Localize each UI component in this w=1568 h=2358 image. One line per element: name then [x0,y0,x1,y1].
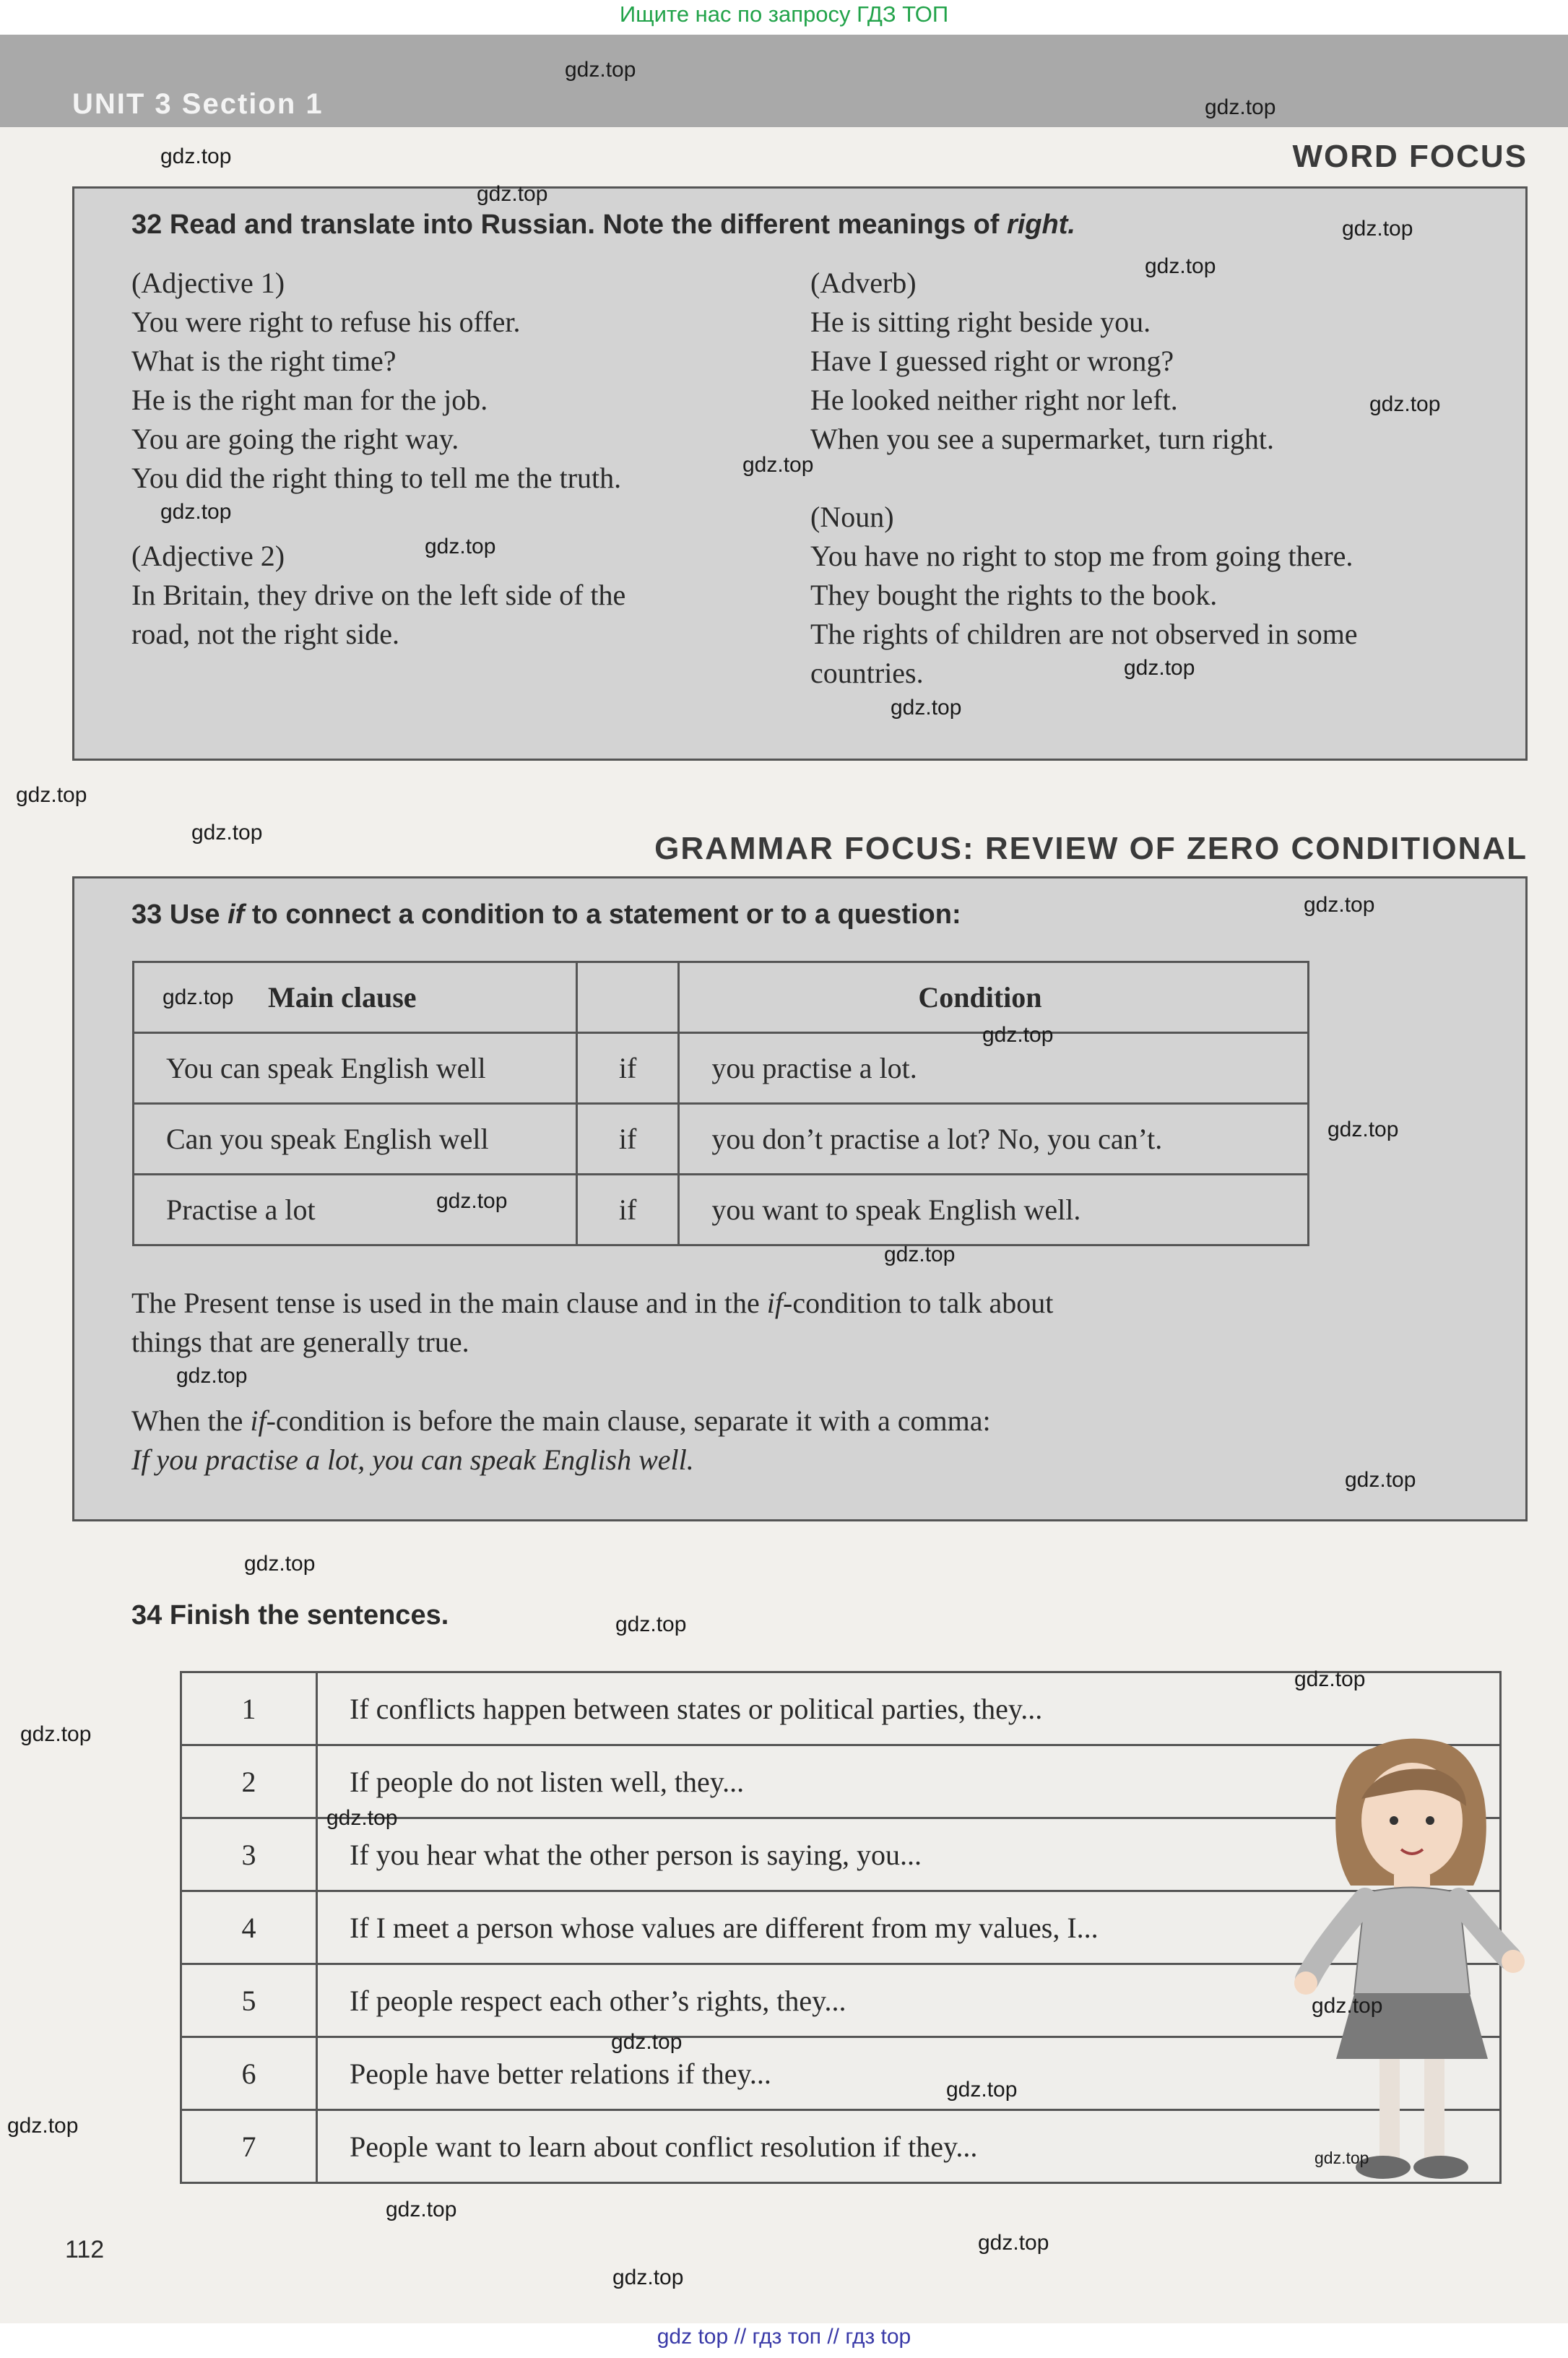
watermark: gdz.top [1145,254,1216,278]
watermark: gdz.top [163,985,234,1009]
watermark: gdz.top [615,1612,687,1636]
example-line: He is sitting right beside you. [810,306,1151,338]
table-row [134,1175,1309,1245]
watermark: gdz.top [611,2030,683,2054]
item-number: 7 [181,2110,317,2183]
watermark: gdz.top [1205,95,1276,119]
bottom-banner-text[interactable]: gdz top // гдз топ // гдз top [657,2325,911,2349]
watermark: gdz.top [160,144,232,168]
table-cell: if [576,1104,679,1175]
watermark: gdz.top [982,1023,1054,1047]
item-text: People have better relations if they... [317,2037,1501,2110]
example-line: In Britain, they drive on the left side of the [131,579,626,611]
table-header-row [134,962,1309,1033]
table-row [134,1104,1309,1175]
watermark: gdz.top [1294,1667,1366,1691]
watermark: gdz.top [946,2078,1018,2102]
item-text: If you hear what the other person is saying, you... [317,1818,1501,1891]
example-line: What is the right time? [131,345,397,377]
zero-conditional-table [132,961,1309,1246]
top-banner-text[interactable]: Ищите нас по запросу ГДЗ ТОП [619,1,949,27]
table-cell: Can you speak English well [134,1104,577,1175]
table-cell: You can speak English well [134,1033,577,1104]
watermark: gdz.top [1369,392,1441,416]
watermark: gdz.top [176,1364,248,1388]
example-line: They bought the rights to the book. [810,579,1218,611]
grammar-example: If you practise a lot, you can speak English well. [131,1443,694,1476]
example-line: He looked neither right nor left. [810,384,1178,416]
item-number: 5 [181,1964,317,2037]
table-cell: you practise a lot. [679,1033,1309,1104]
example-line: road, not the right side. [131,618,400,650]
table-cell: if [576,1175,679,1245]
table-header-cell: Main clause [134,962,577,1033]
watermark: gdz.top [326,1806,398,1830]
exercise-33-title: 33 Use if to connect a condition to a statement or to a question: [131,899,961,930]
example-line: You are going the right way. [131,423,459,455]
item-number: 6 [181,2037,317,2110]
watermark: gdz.top [20,1722,92,1746]
watermark: gdz.top [1312,1994,1383,2018]
table-header-cell: Condition [679,962,1309,1033]
item-number: 2 [181,1745,317,1818]
example-line: He is the right man for the job. [131,384,488,416]
adverb-label: (Adverb) [810,267,917,299]
watermark: gdz.top [742,453,814,477]
watermark: gdz.top [884,1243,956,1266]
watermark: gdz.top [978,2231,1049,2255]
watermark: gdz.top [477,182,548,206]
item-number: 4 [181,1891,317,1964]
watermark: gdz.top [244,1552,316,1576]
item-text: If people respect each other’s rights, they... [317,1964,1501,2037]
item-number: 1 [181,1672,317,1745]
grammar-note-2: When the if-condition is before the main clause, separate it with a comma: [131,1404,991,1437]
adjective-2-examples [131,576,625,654]
watermark: gdz.top [386,2198,457,2221]
watermark: gdz.top [160,500,232,524]
watermark: gdz.top [191,821,263,845]
table-cell: if [576,1033,679,1104]
adjective-2-label: (Adjective 2) [131,540,285,572]
watermark: gdz.top [1304,893,1375,917]
watermark: gdz.top [1345,1468,1416,1492]
noun-examples [810,537,1358,693]
adjective-1-label: (Adjective 1) [131,267,285,299]
item-text: If conflicts happen between states or political parties, they... [317,1672,1501,1745]
exercise-32-title: 32 Read and translate into Russian. Note the different meanings of right. [131,210,1075,240]
watermark: gdz.top [612,2266,684,2289]
watermark: gdz.top [436,1189,508,1213]
example-line: Have I guessed right or wrong? [810,345,1174,377]
noun-label: (Noun) [810,501,894,533]
item-number: 3 [181,1818,317,1891]
adjective-1-examples [131,303,621,498]
example-line: When you see a supermarket, turn right. [810,423,1275,455]
unit-label: UNIT 3 Section 1 [72,88,324,120]
example-line: You have no right to stop me from going there. [810,540,1353,572]
table-cell: you don’t practise a lot? No, you can’t. [679,1104,1309,1175]
grammar-note-1-cont: things that are generally true. [131,1326,469,1358]
watermark: gdz.top [1327,1118,1399,1141]
watermark: gdz.top [7,2114,79,2138]
watermark: gdz.top [425,535,496,558]
watermark: gdz.top [1314,2148,1369,2167]
example-line: You did the right thing to tell me the truth. [131,462,622,494]
girl-illustration [1293,1719,1531,2196]
table-cell: you want to speak English well. [679,1175,1309,1245]
example-line: The rights of children are not observed in some [810,618,1358,650]
table-row [134,1033,1309,1104]
table-header-cell [576,962,679,1033]
grammar-note-1: The Present tense is used in the main clause and in the if-condition to talk about [131,1287,1054,1319]
example-line: You were right to refuse his offer. [131,306,521,338]
adverb-examples [810,303,1274,459]
item-text: If people do not listen well, they... [317,1745,1501,1818]
page-number: 112 [65,2236,105,2263]
watermark: gdz.top [891,696,962,720]
example-line: countries. [810,657,924,689]
item-text: People want to learn about conflict resolution if they... [317,2110,1501,2183]
watermark: gdz.top [16,783,87,807]
watermark: gdz.top [565,58,636,82]
exercise-34-title: 34 Finish the sentences. [131,1600,449,1631]
watermark: gdz.top [1124,656,1195,680]
watermark: gdz.top [1342,217,1413,241]
table-cell: Practise a lot [134,1175,577,1245]
word-focus-heading: WORD FOCUS [1292,139,1528,174]
item-text: If I meet a person whose values are different from my values, I... [317,1891,1501,1964]
grammar-focus-heading: GRAMMAR FOCUS: REVIEW OF ZERO CONDITIONAL [654,831,1528,866]
